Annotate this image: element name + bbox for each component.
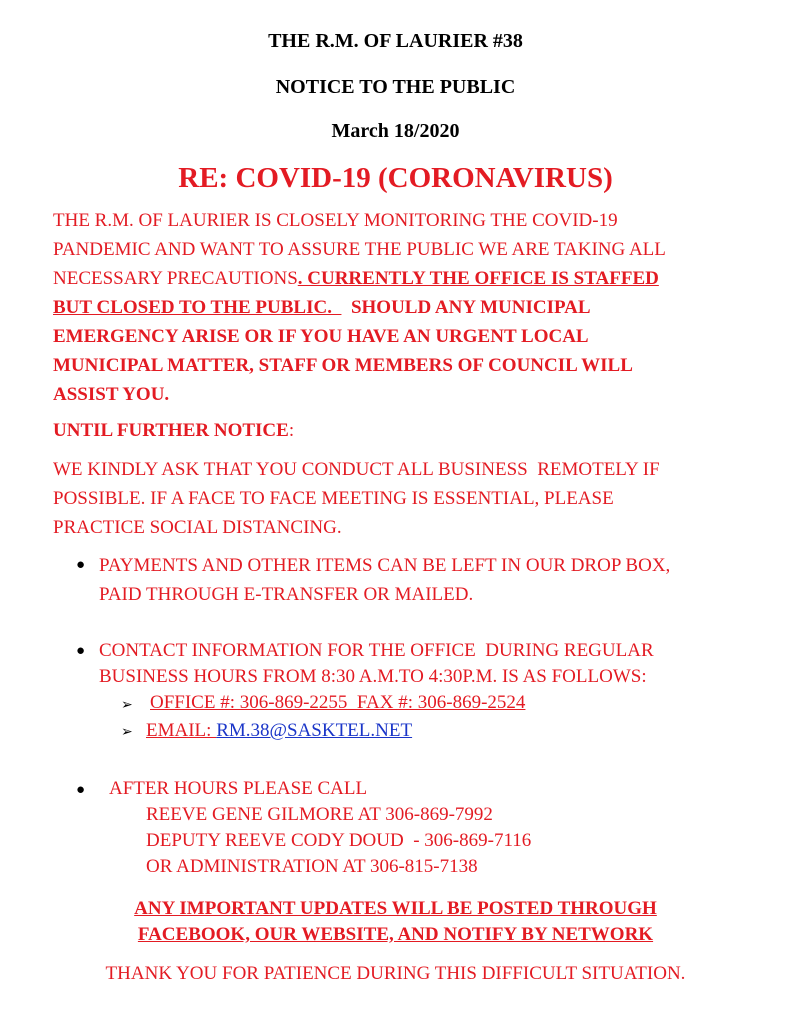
office-phone-fax: OFFICE #: 306-869-2255 FAX #: 306-869-2524 [150,692,526,713]
contact-line-2: BUSINESS HOURS FROM 8:30 A.M.TO 4:30P.M. IS AS FOLLOWS: [99,666,647,687]
intro-line-4-rest: SHOULD ANY MUNICIPAL [341,297,591,318]
closed-to-public: BUT CLOSED TO THE PUBLIC. [53,297,342,318]
payments-line-1: PAYMENTS AND OTHER ITEMS CAN BE LEFT IN OUR DROP BOX, [99,555,671,576]
subject-heading: RE: COVID-19 (CORONAVIRUS) [178,162,613,194]
updates-line-2: FACEBOOK, OUR WEBSITE, AND NOTIFY BY NETWORK [137,924,654,945]
org-title: THE R.M. OF LAURIER #38 [268,30,523,52]
after-hours-line-1: AFTER HOURS PLEASE CALL [109,778,368,799]
request-line-1: WE KINDLY ASK THAT YOU CONDUCT ALL BUSINESS REMOTELY IF [53,459,660,480]
after-hours-reeve: REEVE GENE GILMORE AT 306-869-7992 [146,804,493,825]
arrow-bullet-icon: ➢ [121,725,133,740]
notice-date: March 18/2020 [331,120,460,142]
until-label: UNTIL FURTHER NOTICE [53,420,289,441]
office-closed-notice: . CURRENTLY THE OFFICE IS STAFFED [297,268,659,289]
arrow-bullet-icon: ➢ [121,698,133,713]
intro-line-1: THE R.M. OF LAURIER IS CLOSELY MONITORING THE COVID-19 [53,210,618,231]
closing-line: THANK YOU FOR PATIENCE DURING THIS DIFFICULT SITUATION. [105,963,686,984]
email-link[interactable]: RM.38@SASKTEL.NET [216,720,413,741]
request-line-3: PRACTICE SOCIAL DISTANCING. [53,517,342,538]
intro-line-5: EMERGENCY ARISE OR IF YOU HAVE AN URGENT LOCAL [53,326,589,347]
intro-line-3 [53,268,659,290]
email-line [146,720,412,742]
intro-line-3-plain: NECESSARY PRECAUTIONS [53,268,298,289]
after-hours-administration: OR ADMINISTRATION AT 306-815-7138 [146,856,478,877]
updates-line-1: ANY IMPORTANT UPDATES WILL BE POSTED THROUGH [134,898,657,919]
intro-line-6: MUNICIPAL MATTER, STAFF OR MEMBERS OF COUNCIL WILL [53,355,633,376]
notice-title: NOTICE TO THE PUBLIC [275,76,516,98]
intro-line-4 [53,297,591,319]
intro-line-7: ASSIST YOU. [53,384,170,405]
until-further-notice [53,420,294,442]
email-label: EMAIL: [146,720,217,741]
until-colon: : [288,420,295,441]
bullet-icon: ● [76,557,86,573]
contact-line-1: CONTACT INFORMATION FOR THE OFFICE DURING REGULAR [99,640,654,661]
request-line-2: POSSIBLE. IF A FACE TO FACE MEETING IS ESSENTIAL, PLEASE [53,488,614,509]
payments-line-2: PAID THROUGH E-TRANSFER OR MAILED. [99,584,474,605]
bullet-icon: ● [76,782,86,798]
intro-line-2: PANDEMIC AND WANT TO ASSURE THE PUBLIC WE ARE TAKING ALL [53,239,666,260]
bullet-icon: ● [76,643,86,659]
after-hours-deputy-reeve: DEPUTY REEVE CODY DOUD - 306-869-7116 [146,830,532,851]
